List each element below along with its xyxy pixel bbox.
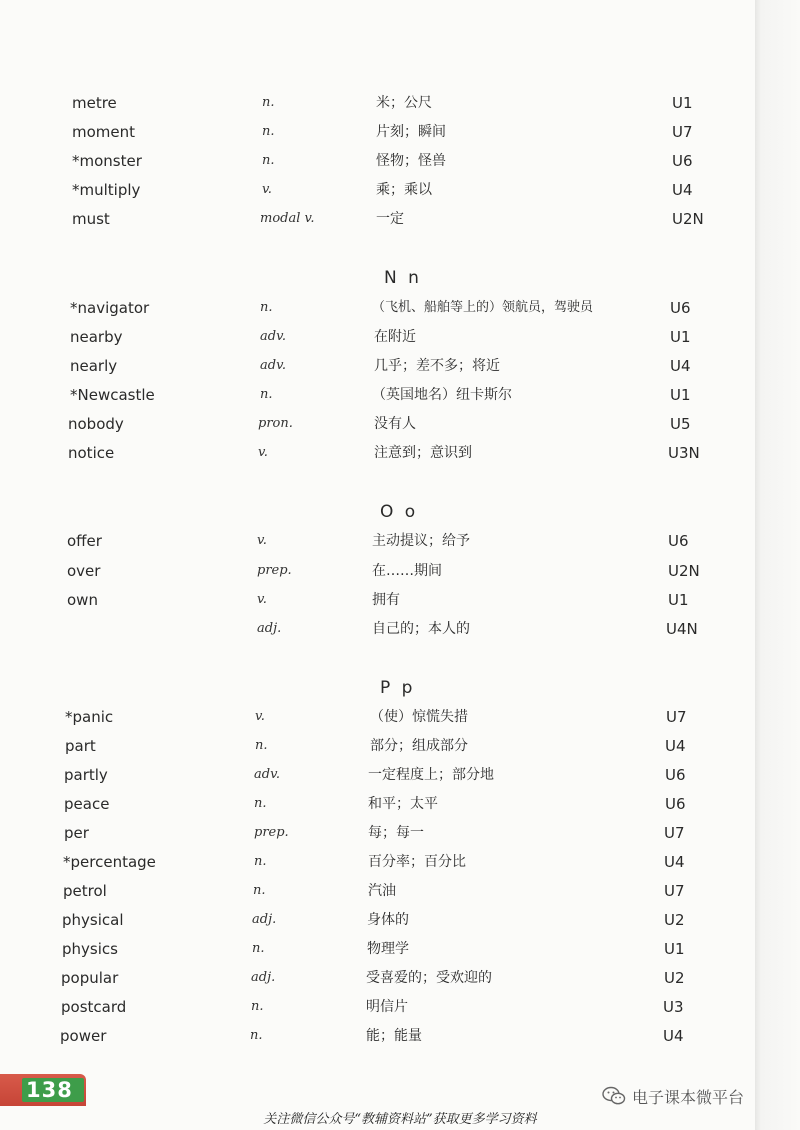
entry-meaning: 怪物；怪兽 <box>376 153 446 169</box>
page-number: 138 <box>26 1078 73 1102</box>
entry-meaning: 在……期间 <box>372 563 442 579</box>
entry-pos: n. <box>260 300 273 315</box>
entry-pos: v. <box>255 709 265 724</box>
entry-meaning: 身体的 <box>367 912 409 928</box>
entry-unit: U2 <box>664 969 685 987</box>
entry-unit: U4 <box>670 357 691 375</box>
entry-unit: U1 <box>672 94 693 112</box>
entry-meaning: 百分率；百分比 <box>368 854 466 870</box>
entry-pos: v. <box>257 592 267 607</box>
entry-meaning: 一定 <box>376 211 404 227</box>
entry-meaning: 自己的；本人的 <box>372 621 470 637</box>
entry-unit: U7 <box>664 824 685 842</box>
entry-word: must <box>72 210 110 228</box>
entry-word: *panic <box>65 708 114 726</box>
entry-pos: n. <box>262 153 275 168</box>
entry-unit: U6 <box>665 766 686 784</box>
entry-meaning: 注意到；意识到 <box>374 445 472 461</box>
entry-pos: n. <box>253 883 266 898</box>
entry-word: *multiply <box>72 181 141 199</box>
watermark-text: 电子课本微平台 <box>632 1087 745 1107</box>
entry-pos: n. <box>252 941 265 956</box>
entry-meaning: 片刻；瞬间 <box>376 124 446 140</box>
page-number-badge <box>0 1074 86 1106</box>
entry-unit: U4 <box>664 853 685 871</box>
entry-pos: adv. <box>260 329 287 344</box>
section-heading-o: O o <box>380 502 419 522</box>
entry-meaning: （英国地名）纽卡斯尔 <box>372 387 512 403</box>
entry-unit: U1 <box>670 328 691 346</box>
entry-pos: v. <box>258 445 268 460</box>
entry-word: metre <box>72 94 117 112</box>
entry-pos: n. <box>260 387 273 402</box>
entry-unit: U6 <box>665 795 686 813</box>
entry-word: nobody <box>68 415 124 433</box>
entry-unit: U6 <box>670 299 691 317</box>
entry-unit: U4N <box>666 620 698 638</box>
entry-unit: U2N <box>672 210 704 228</box>
entry-meaning: 汽油 <box>368 883 396 899</box>
entry-unit: U4 <box>663 1027 684 1045</box>
entry-pos: adv. <box>260 358 287 373</box>
entry-meaning: （使）惊慌失措 <box>370 709 468 725</box>
entry-meaning: 没有人 <box>374 416 416 432</box>
entry-word: part <box>65 737 96 755</box>
section-heading-n: N n <box>384 268 422 288</box>
entry-pos: n. <box>254 796 267 811</box>
entry-pos: n. <box>250 1028 263 1043</box>
entry-meaning: 在附近 <box>374 329 416 345</box>
watermark <box>602 1082 744 1110</box>
entry-unit: U7 <box>666 708 687 726</box>
entry-word: *navigator <box>70 299 150 317</box>
entry-word: per <box>64 824 89 842</box>
entry-pos: n. <box>262 95 275 110</box>
entry-meaning: （飞机、船舶等上的）领航员，驾驶员 <box>372 300 594 315</box>
entry-unit: U7 <box>672 123 693 141</box>
entry-pos: adv. <box>254 767 281 782</box>
entry-word: over <box>67 562 101 580</box>
entry-word: partly <box>64 766 108 784</box>
entry-pos: prep. <box>254 825 289 840</box>
entry-pos: v. <box>257 533 267 548</box>
entry-word: petrol <box>63 882 107 900</box>
entry-unit: U2N <box>668 562 700 580</box>
entry-meaning: 一定程度上；部分地 <box>368 767 494 783</box>
entry-unit: U6 <box>668 532 689 550</box>
entry-word: nearly <box>70 357 118 375</box>
entry-pos: prep. <box>257 563 292 578</box>
entry-word: moment <box>72 123 136 141</box>
entry-unit: U3 <box>663 998 684 1016</box>
entry-word: nearby <box>70 328 123 346</box>
entry-word: *percentage <box>63 853 156 871</box>
entry-pos: adj. <box>257 621 282 636</box>
entry-meaning: 能；能量 <box>366 1028 422 1044</box>
entry-meaning: 和平；太平 <box>368 796 438 812</box>
entry-unit: U4 <box>672 181 693 199</box>
entry-pos: pron. <box>258 416 293 431</box>
entry-unit: U4 <box>665 737 686 755</box>
entry-meaning: 乘；乘以 <box>376 182 432 198</box>
entry-word: *monster <box>72 152 142 170</box>
entry-meaning: 物理学 <box>367 941 409 957</box>
entry-pos: n. <box>254 854 267 869</box>
entry-unit: U2 <box>664 911 685 929</box>
entry-word: physics <box>62 940 118 958</box>
entry-pos: adj. <box>252 912 277 927</box>
entry-pos: adj. <box>251 970 276 985</box>
entry-unit: U1 <box>668 591 689 609</box>
entry-meaning: 米；公尺 <box>376 95 432 111</box>
entry-unit: U1 <box>670 386 691 404</box>
wechat-icon <box>602 1086 626 1106</box>
entry-unit: U7 <box>664 882 685 900</box>
entry-pos: modal v. <box>260 211 315 226</box>
entry-pos: n. <box>255 738 268 753</box>
entry-meaning: 部分；组成部分 <box>370 738 468 754</box>
section-heading-p: P p <box>380 678 416 698</box>
entry-word: power <box>60 1027 107 1045</box>
entry-unit: U6 <box>672 152 693 170</box>
entry-pos: v. <box>262 182 272 197</box>
entry-meaning: 每；每一 <box>368 825 424 841</box>
page-edge-shadow <box>755 0 800 1130</box>
entry-meaning: 主动提议；给予 <box>372 533 470 549</box>
entry-meaning: 拥有 <box>372 592 400 608</box>
entry-meaning: 受喜爱的；受欢迎的 <box>366 970 492 986</box>
entry-word: popular <box>61 969 119 987</box>
entry-word: postcard <box>61 998 127 1016</box>
entry-pos: n. <box>262 124 275 139</box>
entry-word: notice <box>68 444 115 462</box>
entry-unit: U1 <box>664 940 685 958</box>
entry-meaning: 几乎；差不多；将近 <box>374 358 500 374</box>
entry-meaning: 明信片 <box>366 999 408 1015</box>
entry-unit: U3N <box>668 444 700 462</box>
entry-word: own <box>67 591 98 609</box>
entry-word: *Newcastle <box>70 386 155 404</box>
entry-pos: n. <box>251 999 264 1014</box>
entry-word: physical <box>62 911 124 929</box>
footer-note: 关注微信公众号“教辅资料站”获取更多学习资料 <box>263 1112 537 1127</box>
entry-word: peace <box>64 795 110 813</box>
entry-word: offer <box>67 532 102 550</box>
entry-unit: U5 <box>670 415 691 433</box>
